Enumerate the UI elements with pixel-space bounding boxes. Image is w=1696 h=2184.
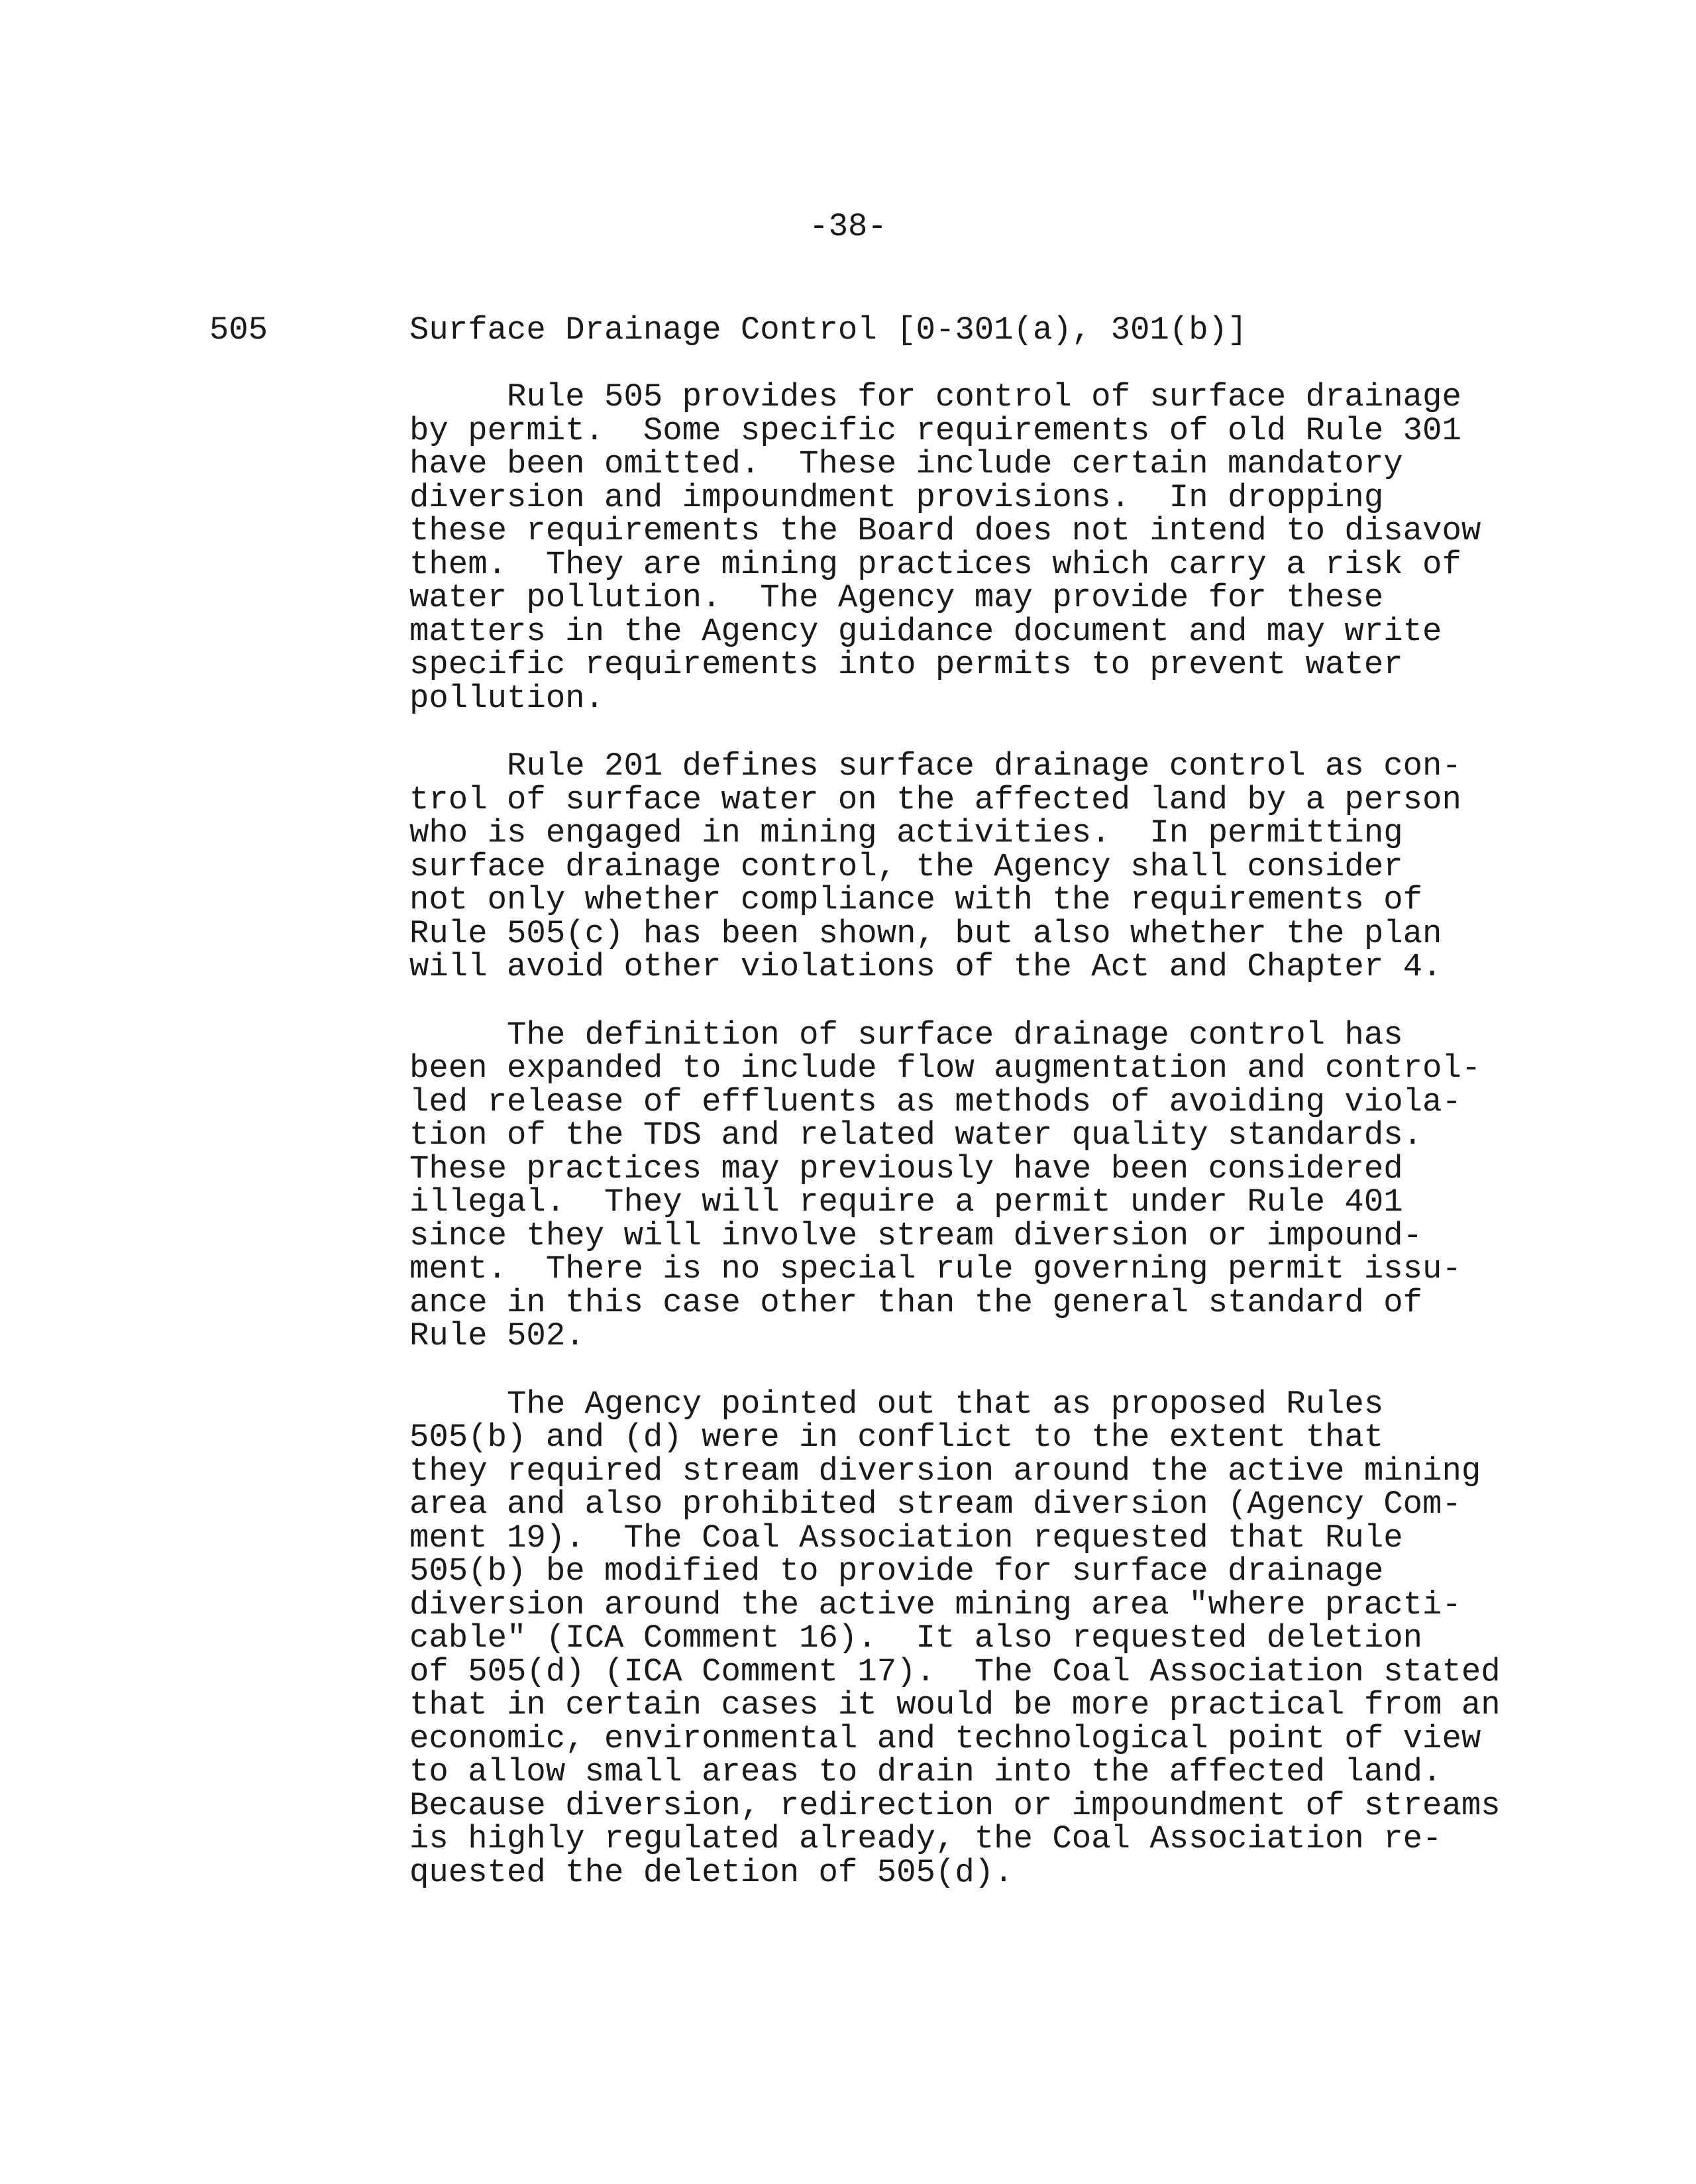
text-line: will avoid other violations of the Act and Chapter 4. [409,948,1442,985]
paragraph-2 [409,749,1536,984]
page-number: -38- [809,208,887,245]
text-line: illegal. They will require a permit under Rule 401 [409,1183,1403,1221]
text-line: Rule 505 provides for control of surface drainage [409,378,1461,415]
text-line: by permit. Some specific requirements of old Rule 301 [409,411,1461,449]
text-line: Rule 201 defines surface drainage control as con- [409,747,1461,785]
text-line: Rule 502. [409,1317,585,1354]
text-line: 505(b) be modified to provide for surface drainage [409,1553,1384,1590]
text-line: these requirements the Board does not intend to disavow [409,512,1481,549]
text-line: have been omitted. These include certain mandatory [409,445,1403,482]
section-number: 505 [209,311,268,349]
paragraph-4 [409,1385,1536,1891]
body-text [409,380,1536,1924]
text-line: Rule 505(c) has been shown, but also whether the plan [409,914,1442,952]
text-line: quested the deletion of 505(d). [409,1853,1014,1891]
text-line: not only whether compliance with the requirements of [409,881,1423,918]
text-line: been expanded to include flow augmentation and control- [409,1050,1481,1087]
text-line: tion of the TDS and related water quality standards. [409,1117,1423,1154]
text-line: cable" (ICA Comment 16). It also requested deletion [409,1619,1423,1657]
text-line: them. They are mining practices which carry a risk of [409,545,1461,583]
section-title: Surface Drainage Control [0-301(a), 301(b)] [409,311,1247,349]
text-line: Because diversion, redirection or impoundment of streams [409,1786,1501,1824]
text-line: to allow small areas to drain into the affected land. [409,1753,1442,1790]
text-line: The Agency pointed out that as proposed Rules [409,1385,1384,1423]
text-line: is highly regulated already, the Coal Association re- [409,1820,1442,1857]
text-line: diversion around the active mining area "where practi- [409,1586,1461,1623]
text-line: area and also prohibited stream diversion (Agency Com- [409,1486,1461,1523]
text-line: trol of surface water on the affected land by a person [409,781,1461,818]
text-line: economic, environmental and technological point of view [409,1720,1481,1757]
text-line: since they will involve stream diversion or impound- [409,1217,1423,1254]
paragraph-3 [409,1018,1536,1353]
text-line: 505(b) and (d) were in conflict to the extent that [409,1419,1384,1456]
text-line: specific requirements into permits to prevent water [409,646,1403,683]
text-line: water pollution. The Agency may provide for these [409,579,1384,616]
text-line: pollution. [409,679,605,717]
text-line: ment. There is no special rule governing permit issu- [409,1250,1461,1287]
text-line: surface drainage control, the Agency shall consider [409,847,1403,885]
text-line: matters in the Agency guidance document and may write [409,612,1442,650]
paragraph-1 [409,380,1536,715]
text-line: that in certain cases it would be more practical from an [409,1686,1501,1723]
text-line: ance in this case other than the general standard of [409,1283,1423,1321]
text-line: they required stream diversion around the active mining [409,1452,1481,1490]
text-line: who is engaged in mining activities. In permitting [409,814,1403,851]
text-line: ment 19). The Coal Association requested that Rule [409,1519,1403,1556]
text-line: led release of effluents as methods of avoiding viola- [409,1083,1461,1120]
text-line: diversion and impoundment provisions. In dropping [409,478,1384,516]
text-line: of 505(d) (ICA Comment 17). The Coal Association stated [409,1653,1501,1690]
text-line: These practices may previously have been considered [409,1150,1403,1187]
text-line: The definition of surface drainage control has [409,1016,1403,1054]
